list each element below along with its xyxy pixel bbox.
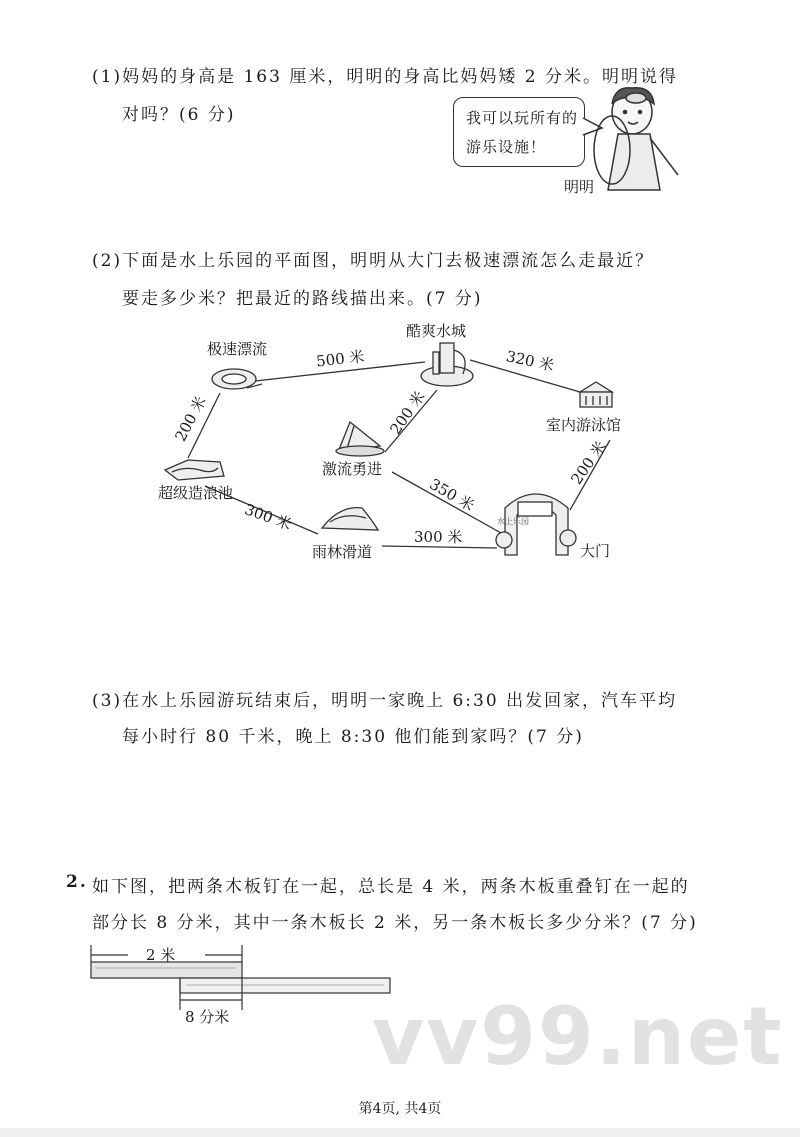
distance-rafting-cool: 500 米 xyxy=(315,347,366,371)
distance-cool-rapids: 200 米 xyxy=(386,387,429,438)
label-eight-decimeters: 8 分米 xyxy=(185,1008,230,1026)
wave-pool-illustration xyxy=(165,460,224,480)
watermark: vv99.net xyxy=(372,990,784,1083)
page-footer: 第4页, 共4页 xyxy=(358,1101,442,1117)
distance-wave-slide: 300 米 xyxy=(242,500,294,534)
gate-sign: 水上乐园 xyxy=(497,517,529,526)
problem2-number: 2. xyxy=(66,872,88,892)
q3-text-line1: (3)在水上乐园游玩结束后，明明一家晚上 6:30 出发回家，汽车平均 xyxy=(92,691,678,711)
place-indoor-pool: 室内游泳馆 xyxy=(546,416,622,434)
q3-text-line2: 每小时行 80 千米，晚上 8:30 他们能到家吗？(7 分) xyxy=(122,727,584,747)
distance-cool-indoor: 320 米 xyxy=(504,347,556,375)
q1-text-line2: 对吗？(6 分) xyxy=(122,105,236,125)
cool-water-city-illustration xyxy=(421,343,473,386)
boy-character-illustration xyxy=(594,88,678,190)
rafting-illustration xyxy=(212,369,262,389)
problem2-text-line2: 部分长 8 分米，其中一条木板长 2 米，另一条木板长多少分米？(7 分) xyxy=(92,913,698,933)
distance-slide-gate: 300 米 xyxy=(414,528,463,546)
q2-text-line1: (2)下面是水上乐园的平面图，明明从大门去极速漂流怎么走最近？ xyxy=(92,251,655,271)
label-two-meters: 2 米 xyxy=(146,946,176,964)
place-gate: 大门 xyxy=(580,542,611,560)
indoor-pool-illustration xyxy=(580,382,612,407)
speech-bubble-line2: 游乐设施！ xyxy=(466,138,547,156)
rainforest-slide-illustration xyxy=(322,508,378,530)
place-rainforest-slide: 雨林滑道 xyxy=(312,543,373,561)
place-rapids: 激流勇进 xyxy=(322,460,383,478)
distance-rafting-wave: 200 米 xyxy=(171,393,210,445)
rapids-illustration xyxy=(336,422,384,456)
speech-bubble-line1: 我可以玩所有的 xyxy=(466,109,579,127)
bottom-band xyxy=(0,1128,800,1137)
distance-indoor-gate: 200 米 xyxy=(567,437,610,488)
character-name-label: 明明 xyxy=(564,178,595,196)
plank-diagram xyxy=(91,945,390,1010)
problem2-text-line1: 如下图，把两条木板钉在一起，总长是 4 米，两条木板重叠钉在一起的 xyxy=(92,877,690,897)
distance-rapids-gate: 350 米 xyxy=(426,475,478,515)
place-cool-water-city: 酷爽水城 xyxy=(406,322,467,340)
place-wave-pool: 超级造浪池 xyxy=(158,484,234,502)
q1-text-line1: (1)妈妈的身高是 163 厘米，明明的身高比妈妈矮 2 分米。明明说得 xyxy=(92,67,678,87)
q2-text-line2: 要走多少米？把最近的路线描出来。(7 分) xyxy=(122,289,483,309)
place-rafting: 极速漂流 xyxy=(207,340,268,358)
